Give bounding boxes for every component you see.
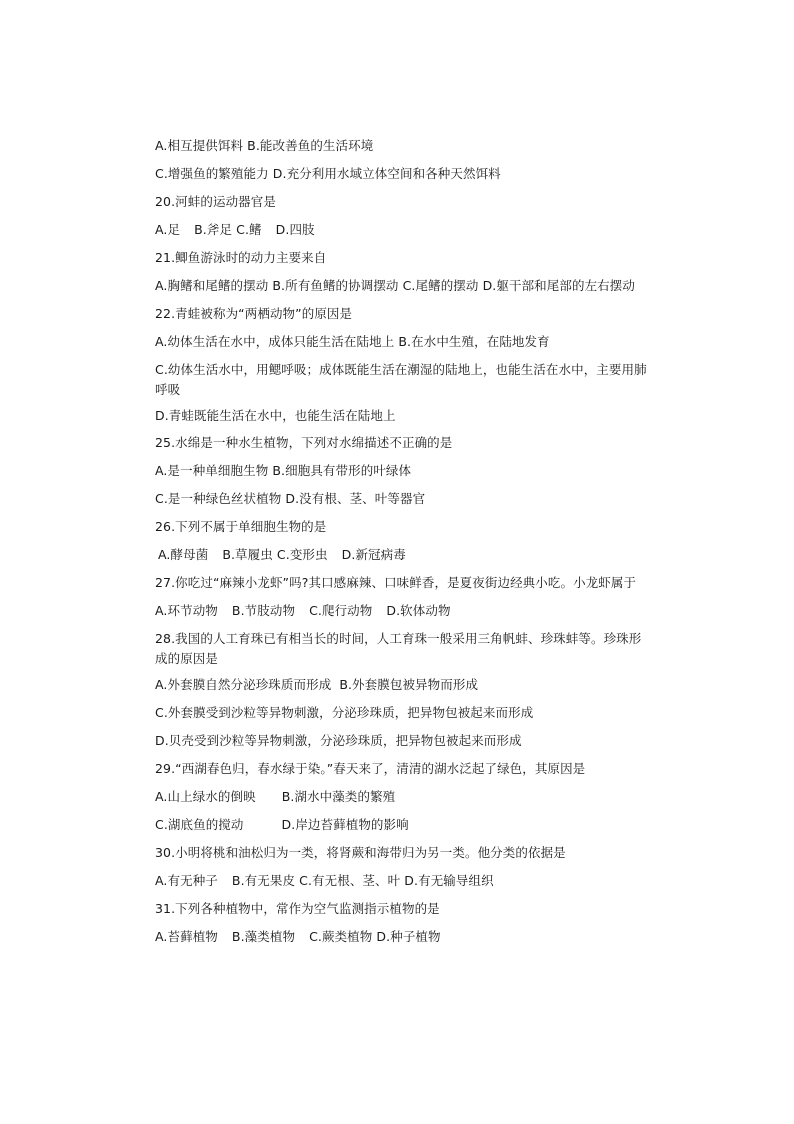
q31-option-b: B.藻类植物 bbox=[231, 929, 296, 944]
q29-options-ab bbox=[155, 787, 655, 807]
q28-options-ab bbox=[155, 675, 655, 695]
q27-stem: 27.你吃过“麻辣小龙虾”吗?其口感麻辣、口味鲜香，是夏夜街边经典小吃。小龙虾属于 bbox=[155, 575, 637, 590]
q30-options bbox=[155, 871, 655, 891]
q31-options bbox=[155, 927, 655, 947]
q26-options bbox=[155, 545, 655, 565]
q31-option-a: A.苔藓植物 bbox=[155, 929, 218, 944]
q26-option-bc: B.草履虫 C.变形虫 bbox=[222, 547, 328, 562]
q20-stem: 20.河蚌的运动器官是 bbox=[155, 194, 276, 209]
q20-option-d: D.四肢 bbox=[275, 222, 315, 237]
q28-option-b: B.外套膜包被异物而形成 bbox=[339, 677, 479, 692]
q25-options-cd: C.是一种绿色丝状植物 D.没有根、茎、叶等器官 bbox=[155, 491, 426, 506]
q29-options-cd bbox=[155, 815, 655, 835]
q19-options-ab: A.相互提供饵料 B.能改善鱼的生活环境 bbox=[155, 138, 374, 153]
q31-option-cd: C.蕨类植物 D.种子植物 bbox=[309, 929, 441, 944]
q28-option-c: C.外套膜受到沙粒等异物刺激，分泌珍珠质，把异物包被起来而形成 bbox=[155, 705, 534, 720]
q29-stem: 29.“西湖春色归，春水绿于染。”春天来了，清清的湖水泛起了绿色，其原因是 bbox=[155, 761, 586, 776]
q21-options: A.胸鳍和尾鳍的摆动 B.所有鱼鳍的协调摆动 C.尾鳍的摆动 D.躯干部和尾部的左右摆动 bbox=[155, 278, 635, 293]
q27-option-d: D.软体动物 bbox=[386, 603, 451, 618]
q29-option-d: D.岸边苔藓植物的影响 bbox=[281, 817, 409, 832]
q22-options-ab: A.幼体生活在水中，成体只能生活在陆地上 B.在水中生殖，在陆地发育 bbox=[155, 334, 550, 349]
q30-option-bcd: B.有无果皮 C.有无根、茎、叶 D.有无输导组织 bbox=[231, 873, 494, 888]
q30-stem: 30.小明将桃和油松归为一类，将肾蕨和海带归为另一类。他分类的依据是 bbox=[155, 845, 566, 860]
q29-option-b: B.湖水中藻类的繁殖 bbox=[281, 789, 396, 804]
q22-stem: 22.青蛙被称为“两栖动物”的原因是 bbox=[155, 306, 353, 321]
q27-options bbox=[155, 601, 655, 621]
q25-options-ab: A.是一种单细胞生物 B.细胞具有带形的叶绿体 bbox=[155, 463, 412, 478]
q20-options bbox=[155, 220, 655, 240]
q22-option-c: C.幼体生活水中，用鳃呼吸；成体既能生活在潮湿的陆地上，也能生活在水中，主要用肺呼吸 bbox=[155, 362, 647, 397]
q19-options-cd: C.增强鱼的繁殖能力 D.充分利用水域立体空间和各种天然饵料 bbox=[155, 166, 501, 181]
q27-option-b: B.节肢动物 bbox=[231, 603, 296, 618]
q26-option-a: A.酵母菌 bbox=[158, 547, 209, 562]
q31-stem: 31.下列各种植物中，常作为空气监测指示植物的是 bbox=[155, 901, 440, 916]
q25-stem: 25.水绵是一种水生植物，下列对水绵描述不正确的是 bbox=[155, 435, 453, 450]
q29-option-c: C.湖底鱼的搅动 bbox=[155, 817, 244, 832]
q27-option-c: C.爬行动物 bbox=[309, 603, 373, 618]
q26-option-d: D.新冠病毒 bbox=[341, 547, 406, 562]
q28-stem: 28.我国的人工育珠已有相当长的时间，人工育珠一般采用三角帆蚌、珍珠蚌等。珍珠形成的原因是 bbox=[155, 631, 642, 666]
q22-option-d: D.青蛙既能生活在水中，也能生活在陆地上 bbox=[155, 408, 396, 423]
q30-option-a: A.有无种子 bbox=[155, 873, 218, 888]
q21-stem: 21.鲫鱼游泳时的动力主要来自 bbox=[155, 250, 327, 265]
q20-option-a: A.足 bbox=[155, 222, 181, 237]
q27-option-a: A.环节动物 bbox=[155, 603, 218, 618]
q20-option-bc: B.斧足 C.鳍 bbox=[194, 222, 262, 237]
q29-option-a: A.山上绿水的倒映 bbox=[155, 789, 256, 804]
q26-stem: 26.下列不属于单细胞生物的是 bbox=[155, 519, 327, 534]
q28-option-d: D.贝壳受到沙粒等异物刺激，分泌珍珠质，把异物包被起来而形成 bbox=[155, 733, 522, 748]
q28-option-a: A.外套膜自然分泌珍珠质而形成 bbox=[155, 677, 332, 692]
